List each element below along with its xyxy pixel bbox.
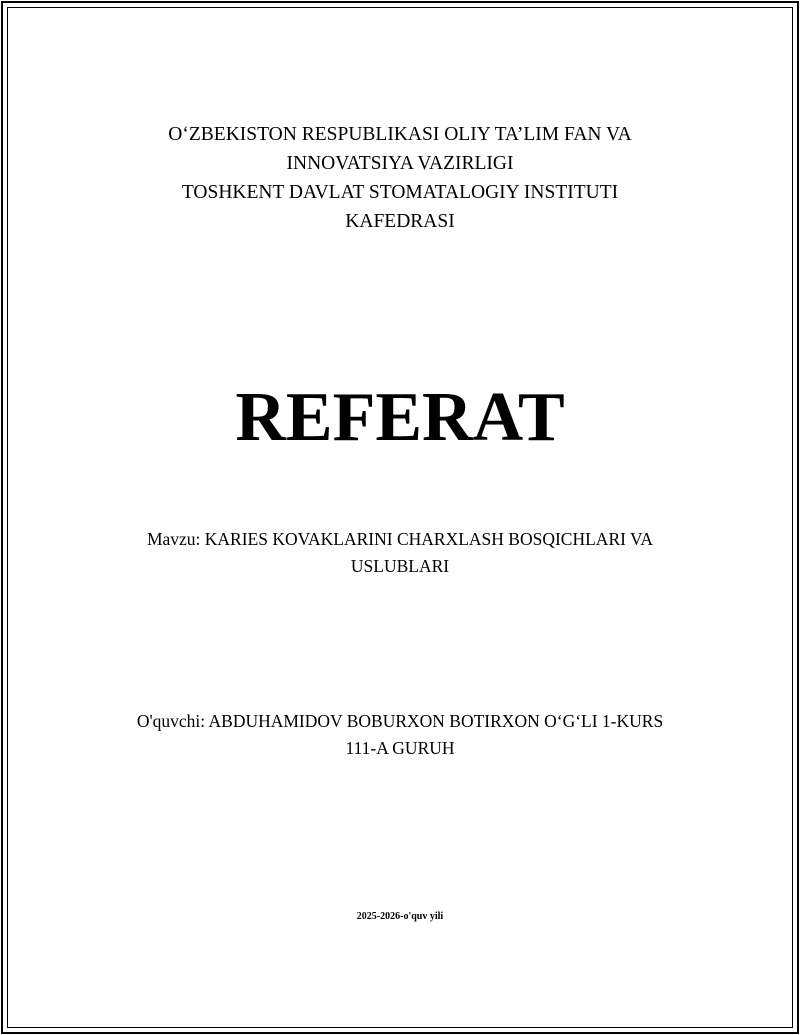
header-line-ministry-cont: INNOVATSIYA VAZIRLIGI [286,153,514,174]
institution-header [0,120,800,236]
student-line-1: O'quvchi: ABDUHAMIDOV BOBURXON BOTIRXON O‘G‘LI 1-KURS [136,711,664,731]
student-line-2: 111-A GURUH [345,738,455,758]
student-section [0,708,800,762]
topic-line-2: USLUBLARI [350,556,450,576]
topic-line-1: Mavzu: KARIES KOVAKLARINI CHARXLASH BOSQICHLARI VA [146,529,654,549]
header-line-ministry: O‘ZBEKISTON RESPUBLIKASI OLIY TA’LIM FAN VA [168,124,632,145]
topic-section [0,526,800,580]
academic-year: 2025-2026-o'quv yili [356,911,444,922]
header-line-institute: TOSHKENT DAVLAT STOMATALOGIY INSTITUTI [181,182,619,203]
document-title: REFERAT [235,379,565,456]
header-line-department: KAFEDRASI [345,211,455,232]
